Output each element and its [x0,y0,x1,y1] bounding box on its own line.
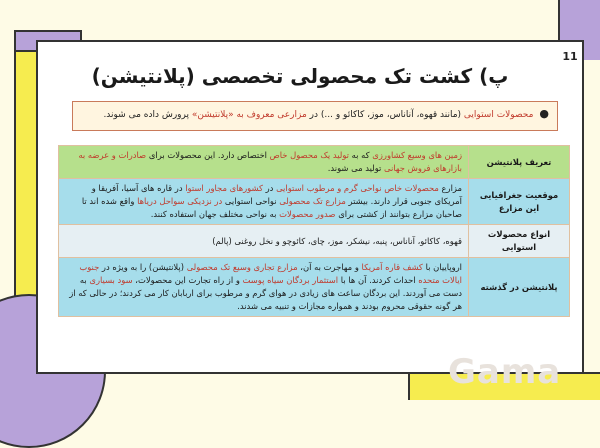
intro-box [72,101,558,131]
highlight-text: صادرات و عرضه به بازارهای فروش جهانی [78,150,462,174]
body-text: و مهاجرت به آن، [297,262,362,273]
row-content [59,179,469,225]
page-number: 11 [562,50,578,63]
slide-title: پ) کشت تک محصولی تخصصی (پلانتیشن) [91,64,509,88]
highlight-text: صدور محصولات [279,209,336,220]
table-row-location [59,179,570,225]
body-text: نواحی استوایی [222,196,280,207]
intro-text-4: پرورش داده می شوند. [103,110,192,120]
body-text: در قاره های آسیا، آفریقا و آمریکای جنوبی قرار دارند. بیشتر [91,183,462,207]
bullet-icon: ● [539,107,549,120]
row-label: تعریف پلانتیشن [469,146,570,179]
body-text: واقع شده اند تا صاحبان مزارع بتوانند از کشتی برای [81,196,462,220]
highlight-text: استثمار بردگان سیاه پوست [242,275,339,286]
body-text: به نواحی مختلف جهان استفاده کنند. [150,209,280,220]
row-content [59,146,469,179]
body-text: و از راه تجارت این محصولات، [132,275,243,286]
row-label: موقعیت جغرافیایی این مزارع [469,179,570,225]
table-row-products [59,225,570,258]
table-row-definition [59,146,570,179]
table-row-history [59,258,570,317]
highlight-text: کشف قاره آمریکا [361,262,423,273]
highlight-text: در نزدیکی سواحل دریاها [137,196,223,207]
highlight-text: جنوب ایالات متحده [79,262,462,286]
watermark-logo: Gama [448,352,562,392]
intro-highlight-1: محصولات استوایی [463,110,534,120]
info-table [58,145,570,317]
body-text: مزارع [438,183,462,194]
body-text: که به [349,150,373,160]
intro-highlight-3: مزارعی معروف به «پلانتیشن» [191,110,307,120]
highlight-text: کشورهای مجاور استوا [185,183,263,194]
body-text: قهوه، کاکائو، آناناس، پنبه، نیشکر، موز، چای، کائوچو و نخل روغنی (پالم) [212,235,462,246]
highlight-text: محصولات خاص نواحی گرم و مرطوب استوایی [276,183,439,194]
body-text: در [262,183,277,194]
body-text: احداث کردند. آن ها با [338,275,419,286]
body-text: به دست می آوردند. این بردگان ساعت های زیادی در هوای گرم و مرطوب برای اربابان کار می کردند؛ در حالی که از هر گونه حقوقی محروم بودند و همواره مجازات و تنبیه می شدند. [69,275,462,312]
row-label: پلانتیشن در گذشته [469,258,570,317]
body-text: تولید می شوند. [327,163,385,174]
highlight-text: مزارع تجاری وسیع تک محصولی [186,262,298,273]
highlight-text: مزارع تک محصولی [279,196,346,207]
body-text: اروپاییان با [422,262,462,273]
row-content [59,225,469,258]
row-label: انواع محصولات استوایی [469,225,570,258]
intro-text-2: (مانند قهوه، آناناس، موز، کاکائو و ...) در [306,110,464,120]
highlight-text: زمین های وسیع کشاورزی [372,150,462,160]
body-text: اختصاص دارد. این محصولات برای [146,150,270,160]
row-content [59,258,469,317]
highlight-text: سود بسیاری [89,275,133,286]
body-text: (پلانتیشن) را به ویژه در [99,262,187,273]
highlight-text: تولید یک محصول خاص [269,150,349,160]
